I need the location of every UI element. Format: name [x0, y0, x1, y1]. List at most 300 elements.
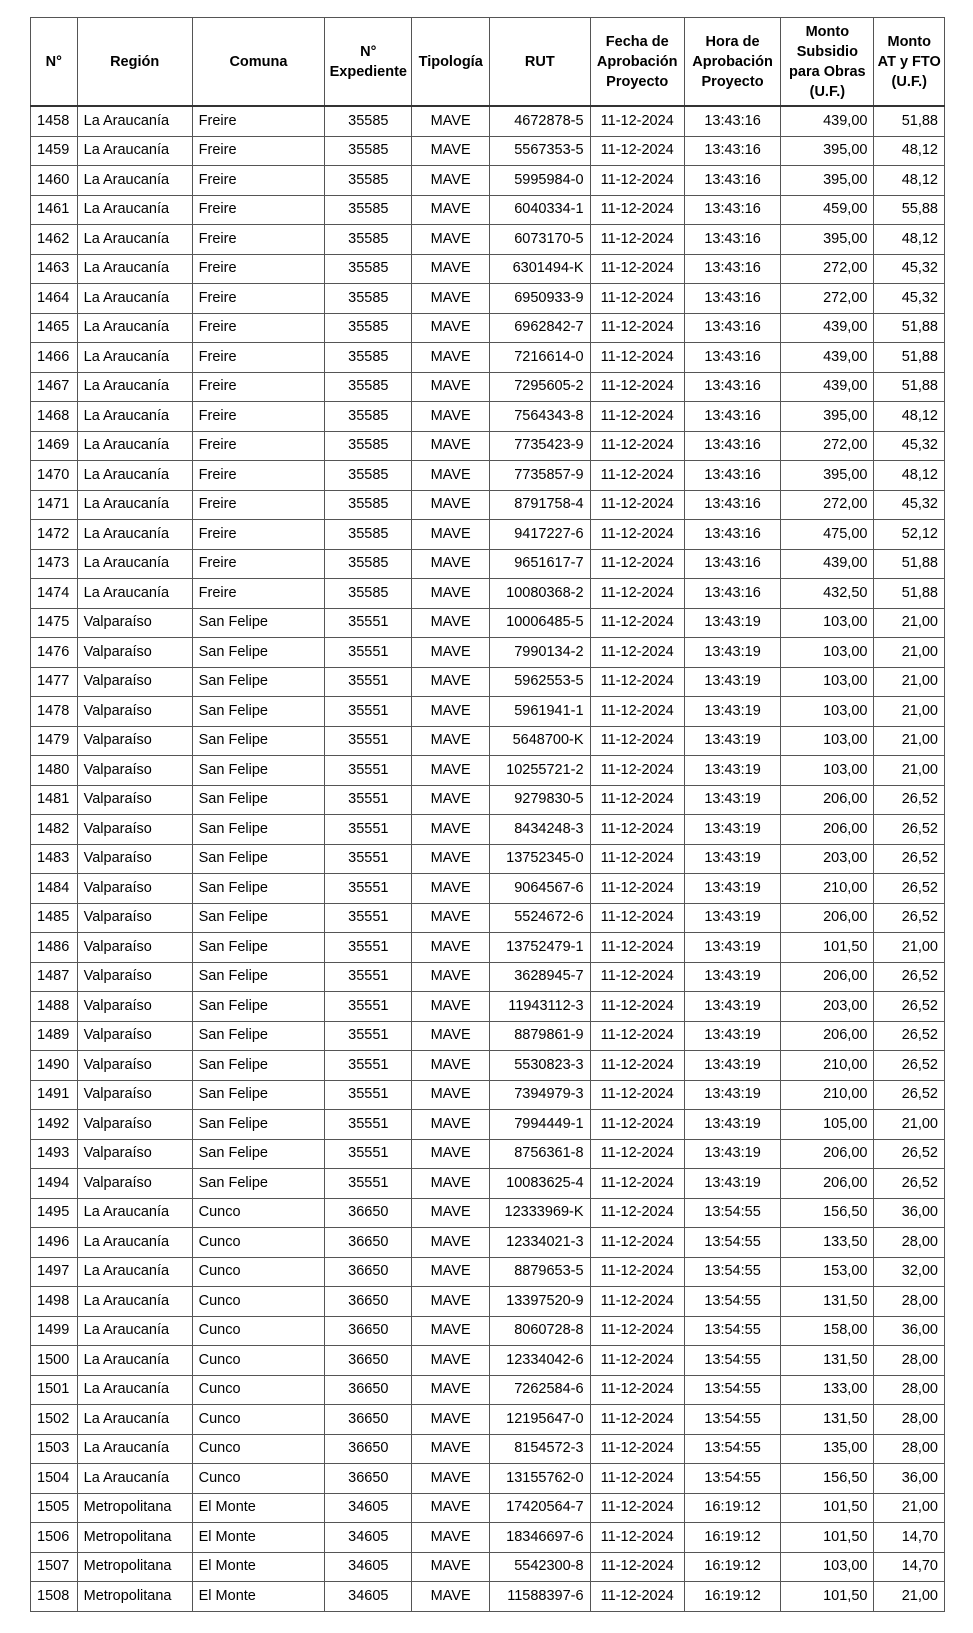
- cell-comuna: San Felipe: [192, 1021, 325, 1051]
- cell-expediente: 35585: [325, 372, 412, 402]
- cell-region: Valparaíso: [77, 1110, 192, 1140]
- cell-rut: 5995984-0: [490, 166, 591, 196]
- cell-fecha: 11-12-2024: [590, 933, 684, 963]
- cell-numero: 1459: [31, 136, 78, 166]
- cell-tipologia: MAVE: [412, 520, 490, 550]
- cell-numero: 1488: [31, 992, 78, 1022]
- cell-comuna: Freire: [192, 402, 325, 432]
- cell-numero: 1472: [31, 520, 78, 550]
- cell-comuna: Freire: [192, 284, 325, 314]
- cell-region: La Araucanía: [77, 1198, 192, 1228]
- cell-region: La Araucanía: [77, 402, 192, 432]
- cell-monto-subsidio: 272,00: [781, 490, 874, 520]
- table-row: [31, 697, 945, 727]
- cell-region: Valparaíso: [77, 667, 192, 697]
- cell-monto-at-fto: 21,00: [874, 1493, 945, 1523]
- cell-monto-at-fto: 14,70: [874, 1552, 945, 1582]
- cell-comuna: San Felipe: [192, 785, 325, 815]
- cell-tipologia: MAVE: [412, 1257, 490, 1287]
- cell-comuna: San Felipe: [192, 608, 325, 638]
- table-row: [31, 1405, 945, 1435]
- cell-monto-at-fto: 21,00: [874, 726, 945, 756]
- cell-tipologia: MAVE: [412, 1493, 490, 1523]
- cell-rut: 7262584-6: [490, 1375, 591, 1405]
- cell-expediente: 36650: [325, 1405, 412, 1435]
- table-row: [31, 1434, 945, 1464]
- cell-rut: 13397520-9: [490, 1287, 591, 1317]
- cell-fecha: 11-12-2024: [590, 1552, 684, 1582]
- cell-comuna: Cunco: [192, 1434, 325, 1464]
- cell-tipologia: MAVE: [412, 313, 490, 343]
- cell-hora: 13:54:55: [684, 1405, 780, 1435]
- table-row: [31, 815, 945, 845]
- table-row: [31, 1552, 945, 1582]
- cell-expediente: 35585: [325, 136, 412, 166]
- subsidy-table: [30, 17, 945, 1612]
- cell-monto-at-fto: 28,00: [874, 1375, 945, 1405]
- cell-expediente: 35585: [325, 520, 412, 550]
- cell-fecha: 11-12-2024: [590, 697, 684, 727]
- cell-expediente: 36650: [325, 1228, 412, 1258]
- cell-region: Valparaíso: [77, 844, 192, 874]
- cell-numero: 1467: [31, 372, 78, 402]
- cell-rut: 5530823-3: [490, 1051, 591, 1081]
- cell-comuna: Freire: [192, 549, 325, 579]
- cell-monto-at-fto: 48,12: [874, 166, 945, 196]
- cell-region: Valparaíso: [77, 697, 192, 727]
- cell-monto-subsidio: 439,00: [781, 343, 874, 373]
- cell-expediente: 35585: [325, 461, 412, 491]
- table-row: [31, 254, 945, 284]
- cell-tipologia: MAVE: [412, 1405, 490, 1435]
- cell-tipologia: MAVE: [412, 1375, 490, 1405]
- cell-region: La Araucanía: [77, 343, 192, 373]
- cell-monto-subsidio: 133,00: [781, 1375, 874, 1405]
- cell-tipologia: MAVE: [412, 992, 490, 1022]
- cell-region: La Araucanía: [77, 372, 192, 402]
- cell-expediente: 35551: [325, 1169, 412, 1199]
- cell-tipologia: MAVE: [412, 284, 490, 314]
- cell-region: La Araucanía: [77, 549, 192, 579]
- cell-comuna: Freire: [192, 520, 325, 550]
- cell-monto-at-fto: 51,88: [874, 106, 945, 136]
- cell-monto-at-fto: 21,00: [874, 608, 945, 638]
- cell-comuna: San Felipe: [192, 933, 325, 963]
- table-row: [31, 1287, 945, 1317]
- cell-numero: 1468: [31, 402, 78, 432]
- cell-rut: 5567353-5: [490, 136, 591, 166]
- cell-numero: 1507: [31, 1552, 78, 1582]
- cell-monto-at-fto: 26,52: [874, 844, 945, 874]
- cell-tipologia: MAVE: [412, 1051, 490, 1081]
- cell-hora: 13:43:19: [684, 785, 780, 815]
- cell-numero: 1492: [31, 1110, 78, 1140]
- cell-comuna: Cunco: [192, 1316, 325, 1346]
- cell-comuna: San Felipe: [192, 962, 325, 992]
- cell-expediente: 35585: [325, 254, 412, 284]
- cell-monto-at-fto: 28,00: [874, 1346, 945, 1376]
- table-row: [31, 1228, 945, 1258]
- cell-fecha: 11-12-2024: [590, 402, 684, 432]
- cell-fecha: 11-12-2024: [590, 1169, 684, 1199]
- table-header: [31, 18, 945, 107]
- cell-comuna: El Monte: [192, 1552, 325, 1582]
- cell-tipologia: MAVE: [412, 1110, 490, 1140]
- table-row: [31, 608, 945, 638]
- cell-tipologia: MAVE: [412, 1464, 490, 1494]
- cell-hora: 16:19:12: [684, 1552, 780, 1582]
- table-row: [31, 992, 945, 1022]
- table-row: [31, 225, 945, 255]
- table-row: [31, 1493, 945, 1523]
- cell-tipologia: MAVE: [412, 962, 490, 992]
- cell-hora: 13:43:19: [684, 1051, 780, 1081]
- cell-fecha: 11-12-2024: [590, 1080, 684, 1110]
- cell-rut: 7990134-2: [490, 638, 591, 668]
- cell-monto-at-fto: 28,00: [874, 1405, 945, 1435]
- cell-monto-subsidio: 103,00: [781, 608, 874, 638]
- cell-fecha: 11-12-2024: [590, 1198, 684, 1228]
- cell-comuna: San Felipe: [192, 697, 325, 727]
- cell-numero: 1504: [31, 1464, 78, 1494]
- cell-tipologia: MAVE: [412, 402, 490, 432]
- cell-rut: 5962553-5: [490, 667, 591, 697]
- cell-expediente: 35551: [325, 1139, 412, 1169]
- cell-region: La Araucanía: [77, 1228, 192, 1258]
- cell-rut: 6301494-K: [490, 254, 591, 284]
- cell-comuna: San Felipe: [192, 874, 325, 904]
- cell-numero: 1474: [31, 579, 78, 609]
- cell-tipologia: MAVE: [412, 431, 490, 461]
- cell-fecha: 11-12-2024: [590, 1228, 684, 1258]
- cell-monto-subsidio: 203,00: [781, 992, 874, 1022]
- cell-numero: 1500: [31, 1346, 78, 1376]
- cell-rut: 9064567-6: [490, 874, 591, 904]
- cell-fecha: 11-12-2024: [590, 1493, 684, 1523]
- cell-expediente: 35585: [325, 343, 412, 373]
- cell-region: La Araucanía: [77, 1257, 192, 1287]
- header-hora: Hora de Aprobación Proyecto: [684, 18, 780, 107]
- cell-region: La Araucanía: [77, 1464, 192, 1494]
- cell-comuna: San Felipe: [192, 756, 325, 786]
- cell-rut: 3628945-7: [490, 962, 591, 992]
- cell-numero: 1494: [31, 1169, 78, 1199]
- cell-numero: 1498: [31, 1287, 78, 1317]
- cell-comuna: Cunco: [192, 1198, 325, 1228]
- cell-hora: 13:43:19: [684, 933, 780, 963]
- cell-hora: 13:43:16: [684, 343, 780, 373]
- cell-rut: 6950933-9: [490, 284, 591, 314]
- cell-region: La Araucanía: [77, 579, 192, 609]
- cell-monto-subsidio: 101,50: [781, 933, 874, 963]
- cell-monto-subsidio: 395,00: [781, 461, 874, 491]
- cell-expediente: 36650: [325, 1434, 412, 1464]
- cell-numero: 1471: [31, 490, 78, 520]
- table-row: [31, 195, 945, 225]
- table-row: [31, 1198, 945, 1228]
- cell-rut: 18346697-6: [490, 1523, 591, 1553]
- cell-rut: 9417227-6: [490, 520, 591, 550]
- table-row: [31, 726, 945, 756]
- cell-comuna: El Monte: [192, 1493, 325, 1523]
- cell-numero: 1458: [31, 106, 78, 136]
- cell-monto-at-fto: 21,00: [874, 756, 945, 786]
- cell-fecha: 11-12-2024: [590, 756, 684, 786]
- cell-monto-subsidio: 105,00: [781, 1110, 874, 1140]
- cell-expediente: 35551: [325, 992, 412, 1022]
- cell-hora: 13:43:19: [684, 1139, 780, 1169]
- table-row: [31, 1523, 945, 1553]
- cell-monto-at-fto: 26,52: [874, 1021, 945, 1051]
- header-row: [31, 18, 945, 107]
- cell-numero: 1505: [31, 1493, 78, 1523]
- cell-expediente: 35551: [325, 785, 412, 815]
- cell-expediente: 35551: [325, 874, 412, 904]
- cell-monto-subsidio: 439,00: [781, 549, 874, 579]
- cell-fecha: 11-12-2024: [590, 962, 684, 992]
- cell-hora: 13:54:55: [684, 1375, 780, 1405]
- table-row: [31, 520, 945, 550]
- cell-numero: 1483: [31, 844, 78, 874]
- cell-rut: 7295605-2: [490, 372, 591, 402]
- cell-fecha: 11-12-2024: [590, 1110, 684, 1140]
- cell-expediente: 34605: [325, 1523, 412, 1553]
- cell-expediente: 34605: [325, 1552, 412, 1582]
- header-region: Región: [77, 18, 192, 107]
- cell-comuna: Cunco: [192, 1464, 325, 1494]
- cell-comuna: Freire: [192, 431, 325, 461]
- cell-monto-at-fto: 26,52: [874, 962, 945, 992]
- cell-expediente: 35585: [325, 106, 412, 136]
- cell-fecha: 11-12-2024: [590, 1582, 684, 1612]
- cell-monto-at-fto: 21,00: [874, 697, 945, 727]
- cell-region: Valparaíso: [77, 756, 192, 786]
- cell-fecha: 11-12-2024: [590, 1375, 684, 1405]
- cell-monto-at-fto: 26,52: [874, 1051, 945, 1081]
- cell-hora: 16:19:12: [684, 1523, 780, 1553]
- cell-comuna: Freire: [192, 195, 325, 225]
- cell-tipologia: MAVE: [412, 1198, 490, 1228]
- cell-rut: 5648700-K: [490, 726, 591, 756]
- cell-tipologia: MAVE: [412, 195, 490, 225]
- cell-rut: 12334042-6: [490, 1346, 591, 1376]
- cell-hora: 13:54:55: [684, 1464, 780, 1494]
- cell-region: Valparaíso: [77, 992, 192, 1022]
- cell-fecha: 11-12-2024: [590, 1434, 684, 1464]
- cell-expediente: 35585: [325, 490, 412, 520]
- cell-numero: 1482: [31, 815, 78, 845]
- cell-comuna: Freire: [192, 136, 325, 166]
- header-comuna: Comuna: [192, 18, 325, 107]
- cell-region: Metropolitana: [77, 1552, 192, 1582]
- cell-region: Valparaíso: [77, 933, 192, 963]
- cell-monto-subsidio: 395,00: [781, 402, 874, 432]
- cell-region: La Araucanía: [77, 461, 192, 491]
- header-numero: N°: [31, 18, 78, 107]
- cell-monto-at-fto: 51,88: [874, 579, 945, 609]
- cell-monto-at-fto: 28,00: [874, 1434, 945, 1464]
- cell-hora: 13:54:55: [684, 1198, 780, 1228]
- cell-tipologia: MAVE: [412, 1582, 490, 1612]
- cell-monto-subsidio: 156,50: [781, 1464, 874, 1494]
- cell-rut: 13752479-1: [490, 933, 591, 963]
- table-row: [31, 933, 945, 963]
- cell-monto-subsidio: 206,00: [781, 903, 874, 933]
- cell-tipologia: MAVE: [412, 1021, 490, 1051]
- cell-monto-subsidio: 158,00: [781, 1316, 874, 1346]
- cell-fecha: 11-12-2024: [590, 1523, 684, 1553]
- cell-comuna: San Felipe: [192, 638, 325, 668]
- cell-region: Valparaíso: [77, 815, 192, 845]
- table-row: [31, 903, 945, 933]
- table-row: [31, 343, 945, 373]
- cell-fecha: 11-12-2024: [590, 254, 684, 284]
- cell-comuna: San Felipe: [192, 726, 325, 756]
- cell-numero: 1466: [31, 343, 78, 373]
- cell-fecha: 11-12-2024: [590, 431, 684, 461]
- cell-hora: 13:43:19: [684, 815, 780, 845]
- cell-monto-at-fto: 28,00: [874, 1228, 945, 1258]
- cell-hora: 13:43:19: [684, 903, 780, 933]
- cell-region: Valparaíso: [77, 785, 192, 815]
- cell-rut: 7994449-1: [490, 1110, 591, 1140]
- cell-monto-at-fto: 14,70: [874, 1523, 945, 1553]
- cell-numero: 1481: [31, 785, 78, 815]
- cell-tipologia: MAVE: [412, 106, 490, 136]
- cell-monto-at-fto: 26,52: [874, 874, 945, 904]
- cell-region: Valparaíso: [77, 1080, 192, 1110]
- cell-comuna: El Monte: [192, 1582, 325, 1612]
- table-row: [31, 1582, 945, 1612]
- cell-rut: 10080368-2: [490, 579, 591, 609]
- cell-monto-at-fto: 45,32: [874, 254, 945, 284]
- cell-fecha: 11-12-2024: [590, 1346, 684, 1376]
- cell-numero: 1478: [31, 697, 78, 727]
- cell-numero: 1484: [31, 874, 78, 904]
- cell-monto-subsidio: 395,00: [781, 225, 874, 255]
- cell-comuna: Cunco: [192, 1375, 325, 1405]
- table-row: [31, 461, 945, 491]
- cell-monto-subsidio: 203,00: [781, 844, 874, 874]
- cell-numero: 1479: [31, 726, 78, 756]
- table-row: [31, 638, 945, 668]
- cell-tipologia: MAVE: [412, 136, 490, 166]
- cell-region: Valparaíso: [77, 962, 192, 992]
- cell-tipologia: MAVE: [412, 1228, 490, 1258]
- cell-expediente: 35551: [325, 903, 412, 933]
- cell-rut: 5524672-6: [490, 903, 591, 933]
- cell-numero: 1477: [31, 667, 78, 697]
- cell-expediente: 35551: [325, 756, 412, 786]
- cell-expediente: 35551: [325, 697, 412, 727]
- cell-monto-at-fto: 26,52: [874, 815, 945, 845]
- cell-tipologia: MAVE: [412, 1552, 490, 1582]
- cell-tipologia: MAVE: [412, 667, 490, 697]
- cell-numero: 1462: [31, 225, 78, 255]
- cell-comuna: San Felipe: [192, 667, 325, 697]
- cell-tipologia: MAVE: [412, 1080, 490, 1110]
- cell-rut: 8434248-3: [490, 815, 591, 845]
- cell-hora: 13:43:19: [684, 667, 780, 697]
- cell-numero: 1469: [31, 431, 78, 461]
- cell-monto-subsidio: 395,00: [781, 136, 874, 166]
- table-row: [31, 106, 945, 136]
- cell-monto-subsidio: 439,00: [781, 106, 874, 136]
- cell-hora: 13:43:16: [684, 461, 780, 491]
- cell-numero: 1480: [31, 756, 78, 786]
- cell-monto-at-fto: 21,00: [874, 667, 945, 697]
- table-row: [31, 1080, 945, 1110]
- table-row: [31, 1316, 945, 1346]
- cell-monto-subsidio: 103,00: [781, 638, 874, 668]
- table-row: [31, 756, 945, 786]
- cell-monto-at-fto: 21,00: [874, 638, 945, 668]
- cell-fecha: 11-12-2024: [590, 903, 684, 933]
- cell-comuna: Freire: [192, 225, 325, 255]
- cell-hora: 13:43:16: [684, 431, 780, 461]
- cell-rut: 6040334-1: [490, 195, 591, 225]
- cell-rut: 7564343-8: [490, 402, 591, 432]
- cell-fecha: 11-12-2024: [590, 1405, 684, 1435]
- cell-expediente: 35585: [325, 313, 412, 343]
- cell-expediente: 36650: [325, 1375, 412, 1405]
- cell-rut: 7394979-3: [490, 1080, 591, 1110]
- cell-rut: 7216614-0: [490, 343, 591, 373]
- header-monto-at-fto: Monto AT y FTO (U.F.): [874, 18, 945, 107]
- cell-tipologia: MAVE: [412, 549, 490, 579]
- cell-monto-at-fto: 26,52: [874, 992, 945, 1022]
- cell-monto-subsidio: 135,00: [781, 1434, 874, 1464]
- cell-tipologia: MAVE: [412, 844, 490, 874]
- cell-monto-subsidio: 103,00: [781, 667, 874, 697]
- cell-rut: 9651617-7: [490, 549, 591, 579]
- header-monto-subsidio: Monto Subsidio para Obras (U.F.): [781, 18, 874, 107]
- cell-comuna: Freire: [192, 106, 325, 136]
- cell-numero: 1460: [31, 166, 78, 196]
- cell-expediente: 35585: [325, 195, 412, 225]
- cell-fecha: 11-12-2024: [590, 225, 684, 255]
- cell-expediente: 35551: [325, 1080, 412, 1110]
- cell-fecha: 11-12-2024: [590, 106, 684, 136]
- cell-hora: 13:43:19: [684, 844, 780, 874]
- cell-expediente: 35585: [325, 284, 412, 314]
- cell-expediente: 35585: [325, 579, 412, 609]
- cell-hora: 13:43:19: [684, 638, 780, 668]
- cell-tipologia: MAVE: [412, 903, 490, 933]
- cell-hora: 13:43:16: [684, 254, 780, 284]
- cell-hora: 13:43:19: [684, 1110, 780, 1140]
- cell-expediente: 36650: [325, 1198, 412, 1228]
- cell-rut: 6073170-5: [490, 225, 591, 255]
- cell-region: La Araucanía: [77, 1434, 192, 1464]
- cell-hora: 13:54:55: [684, 1346, 780, 1376]
- cell-region: La Araucanía: [77, 1375, 192, 1405]
- cell-expediente: 35585: [325, 402, 412, 432]
- cell-expediente: 35551: [325, 815, 412, 845]
- cell-fecha: 11-12-2024: [590, 284, 684, 314]
- cell-hora: 13:43:16: [684, 225, 780, 255]
- cell-region: Metropolitana: [77, 1493, 192, 1523]
- cell-comuna: Freire: [192, 490, 325, 520]
- cell-comuna: San Felipe: [192, 1139, 325, 1169]
- cell-region: La Araucanía: [77, 313, 192, 343]
- cell-monto-subsidio: 206,00: [781, 1139, 874, 1169]
- cell-fecha: 11-12-2024: [590, 372, 684, 402]
- cell-hora: 13:43:19: [684, 608, 780, 638]
- cell-monto-subsidio: 210,00: [781, 1080, 874, 1110]
- cell-numero: 1486: [31, 933, 78, 963]
- cell-fecha: 11-12-2024: [590, 815, 684, 845]
